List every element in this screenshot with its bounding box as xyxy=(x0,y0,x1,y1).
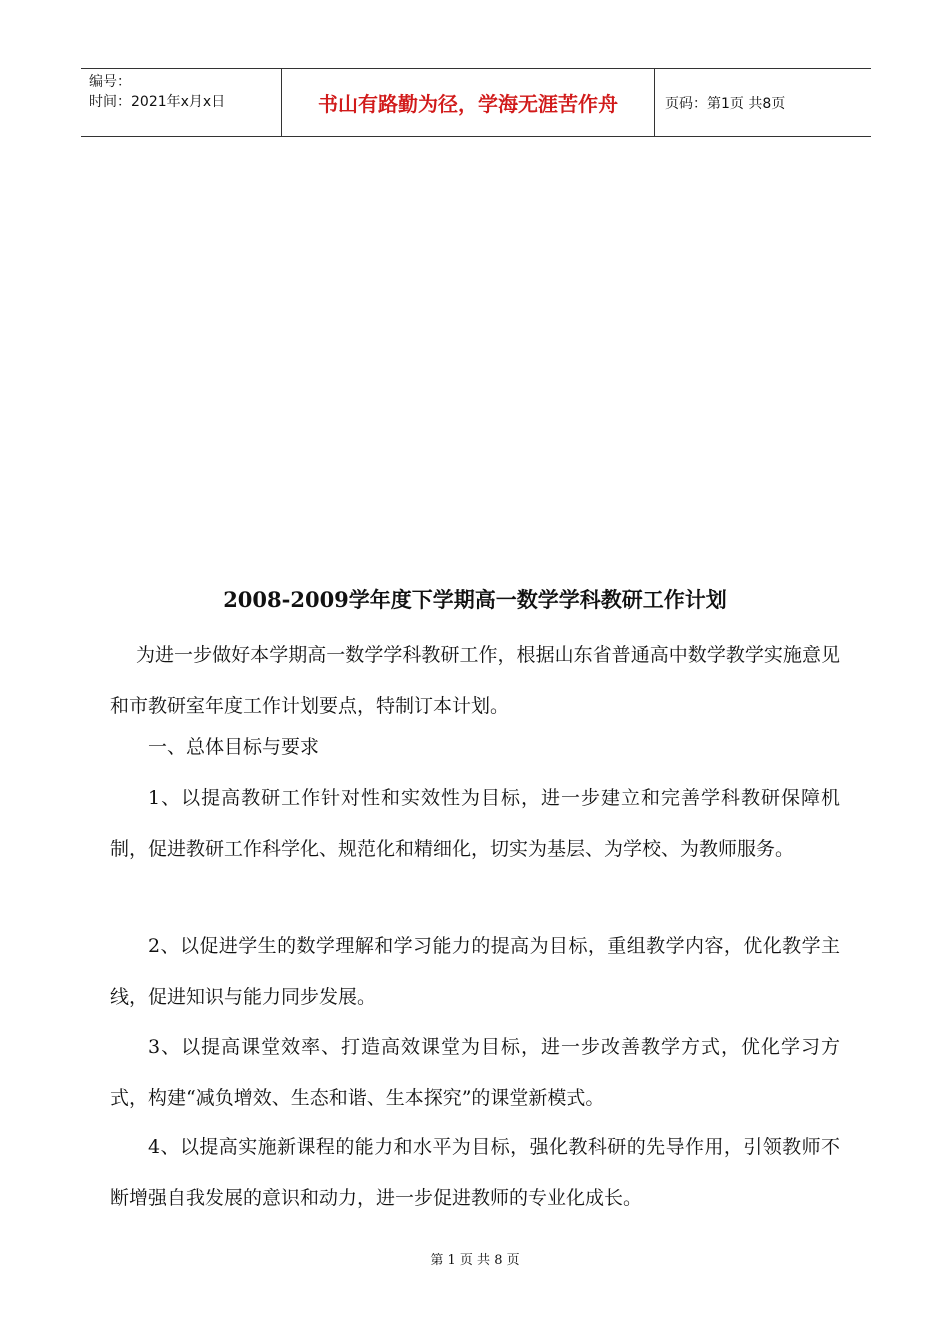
header-page-info: 页码：第1页 共8页 xyxy=(665,95,786,112)
goal-paragraph-3: 3、以提高课堂效率、打造高效课堂为目标，进一步改善教学方式，优化学习方式，构建“减负增效、生态和谐、生本探究”的课堂新模式。 xyxy=(110,1036,840,1109)
page-footer: 第 1 页 共 8 页 xyxy=(430,1253,520,1268)
document-time-label: 时间：2021年x月x日 xyxy=(89,94,226,110)
header-meta-cell xyxy=(81,69,282,136)
goal-paragraph-1: 1、以提高教研工作针对性和实效性为目标，进一步建立和完善学科教研保障机制，促进教研工作科学化、规范化和精细化，切实为基层、为学校、为教师服务。 xyxy=(110,787,840,860)
header-table xyxy=(81,68,871,137)
document-number-label: 编号： xyxy=(89,74,131,90)
document-title: 2008-2009学年度下学期高一数学学科教研工作计划 xyxy=(223,587,727,612)
section-heading: 一、总体目标与要求 xyxy=(148,736,320,758)
goal-paragraph-2: 2、以促进学生的数学理解和学习能力的提高为目标，重组教学内容，优化教学主线，促进知识与能力同步发展。 xyxy=(110,935,840,1008)
header-motto: 书山有路勤为径，学海无涯苦作舟 xyxy=(282,69,655,136)
goal-paragraph-4: 4、以提高实施新课程的能力和水平为目标，强化教科研的先导作用，引领教师不断增强自我发展的意识和动力，进一步促进教师的专业化成长。 xyxy=(110,1136,840,1209)
intro-paragraph: 为进一步做好本学期高一数学学科教研工作，根据山东省普通高中数学教学实施意见和市教研室年度工作计划要点，特制订本计划。 xyxy=(110,644,840,717)
